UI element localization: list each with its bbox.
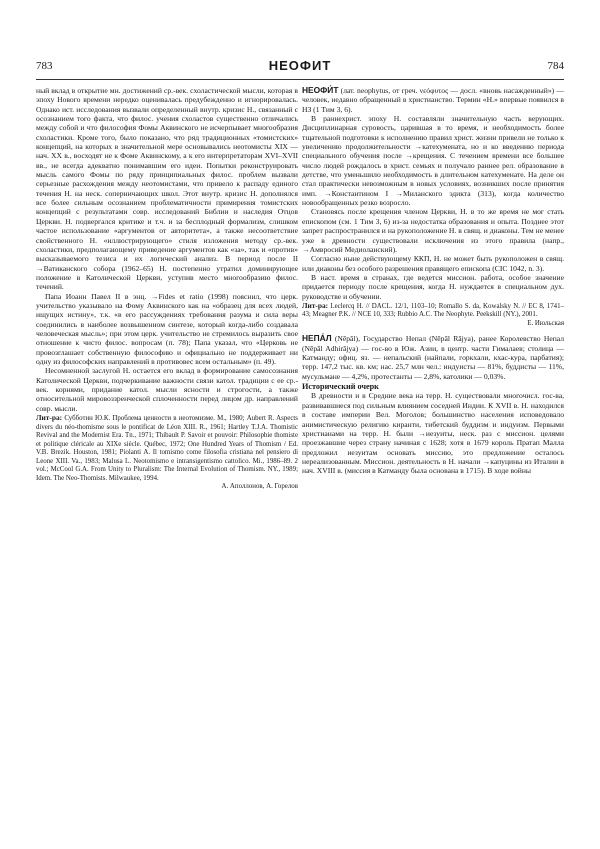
headword-neofit: НЕОФИ́Т <box>302 85 339 95</box>
header-rule <box>36 79 564 80</box>
right-literature-label: Лит-ра: <box>302 300 329 310</box>
page-header <box>36 58 564 78</box>
left-paragraph-2: Папа Иоанн Павел II в энц. →Fides et ratio (1998) пояснил, что церк. учительство указывало на Фому Аквинского как на «образец для всех людей, ищущих истину», т.к. «в его рассуждениях требования разума и сила веры соединились в наиболее возвышенном синтезе, который когда-либо создавала человеческая мысль»; при этом церк. учительство не стремилось выразить свое отношение к чисто филос. вопросам (п. 78); Папа указал, что «Церковь не провозглашает собственную философию и официально не поддерживает ни одну из философских направлений в противовес всем остальным» (п. 49). <box>36 291 298 366</box>
entry-nepal-definition: (Nēpāl), Государство Непал (Nēpāl Rājya), ранее Королевство Непал (Nēpāl Adhirājya) — гос-во в Юж. Азии, в центр. части Гималаев; столица — Катманду; офиц. яз. — непальский (найпали, горкхали, кхас-кура, парбатия); терр. 147,2 тыс. кв. км; нас. 25,7 млн чел.: индуисты — 81%, буддисты — 11%, мусульмане — 4,2%, протестанты — 2,8%, католики — 0,03%. <box>302 334 564 381</box>
entry-neofit-definition: (лат. neophytus, от греч. νεόφυτος — досл. «вновь насажденный») — человек, недавно обращенный в христианство. Термин «Н.» впервые появился в НЗ (1 Тим 3, 6). <box>302 86 564 114</box>
right-literature <box>302 302 564 320</box>
running-head: НЕОФИТ <box>268 58 332 73</box>
page-number-left: 783 <box>36 60 53 72</box>
right-paragraph-5: В наст. время в странах, где ведется миссион. работа, особое значение придается периоду после крещения, когда Н. нуждается в специальном дух. руководстве и обучении. <box>302 272 564 301</box>
page-number-right: 784 <box>547 60 564 72</box>
left-literature-text: Субботин Ю.К. Проблема ценности в неотомизме. М., 1980; Aubert R. Aspects divers du néo-thomisme sous le pontificat de Léon XIII. R., 1961; Hartley T.J.A. Thomistic Revival and the Modernist Era. Tn., 1971; Thibault P. Savoir et pouvoir: Philosophie thomiste et politique cléricale au XIXe siècle. Québec, 1972; One Hundred Years of Thomism / Ed. V.B. Brezik. Houston, 1981; Piolanti A. Il tomismo come filosofia cristiana nel pensiero di Leone XIII. Va., 1983; Malusa L. Neotomismo e intransigentismo cattolico. Mi., 1986–89. 2 vol.; McCool G.A. From Unity to Pluralism: The Internal Evolution of Thomism. NY., 1989; Idem. The Neo-Thomists. Milwaukee, 1994. <box>36 415 298 482</box>
left-column <box>36 86 298 492</box>
right-literature-text: Leclercq H. // DACL. 12/1, 1103–10; Romallo S. da, Kowalsky N. // EC 8, 1741–43; Meagner P.K. // NCE 10, 333; Rubbio A.C. The Neophyte. Peekskill (NY.), 2001. <box>302 302 564 319</box>
right-paragraph-4: Согласно ныне действующему ККП, Н. не может быть рукоположен в свящ. или диаконы без особого разрешения правящего епископа (CIC 1042, n. 3). <box>302 254 564 273</box>
left-paragraph-1: ный вклад в открытие мн. достижений ср.-век. схоластической мысли, которая в эпоху Нового времени нередко оценивалась предубежденно и игнорировалась. Однако ист. исследования вызвали определенный внутр. кризис Н., связанный с осознанием того факта, что филос. учения схоластов существенно отличались между собой и что философия Фомы Аквинского не исчерпывает многообразия схоластики. Кроме того, было показано, что ряд традиционных «томистских» концепций, на которых в значительной мере основывались неотомисты XIX — нач. XX в., восходят не к Фоме Аквинскому, а к его интерпретаторам XVI–XVII вв., не всегда адекватно понимавшим его идеи. Попытки реконструировать мысль самого Фомы по ряду принципиальных филос. проблем вызвали серьезные расхождения между неотомистами, что привело к распаду единого течения Н. на неск. соперничающих школ. Этот внутр. кризис Н. дополнялся все более сильным осознанием проблематичности примирения томистских концепций с результатами совр. исследований Библии и наследия Отцов Церкви. Н. подвергался критике и т.ч. и за бесплодный формализм, слишком частое использование «аргументов от авторитета», а также несоответствие свойственного Н. «иллюстрирующего» стиля изложения методу ср.-век. схоластики, предполагающему приведение аргументов как «за», так и «против» высказываемого тезиса и их логический анализ. В период после II →Ватиканского собора (1962–65) Н. постепенно утратил доминирующее положение в Католической Церкви, уступив место многообразию филос. течений. <box>36 86 298 292</box>
headword-nepal: НЕПА́Л <box>302 333 332 344</box>
right-column <box>302 86 564 476</box>
left-signature: А. Аполлонов, А. Горелов <box>221 483 298 491</box>
section-heading: Исторический очерк <box>302 382 379 392</box>
entry-nepal <box>302 334 564 381</box>
right-paragraph-history: В древности и в Средние века на терр. Н. существовали многочисл. гос-ва, развивавшиеся под сильным влиянием соседней Индии. К XVII в. Н. находился в составе империи Вел. Моголов; большинство населения исповедовало анимистическую религию киранти, тибетский буддизм и индуизм. Первыми христианами на терр. Н. были →иезуиты, неск. раз с миссион. целями проезжавшие через страну начиная с 1628; хотя в 1679 король Пратап Малла предложил иезуитам основать миссию, это предложение осталось нереализованным. Миссион. деятельность в Н. начали →капуцины из Италии в нач. XVIII в. (миссия в Катманду была основана в 1715). В ходе войны <box>302 391 564 476</box>
entry-neofit <box>302 86 564 114</box>
left-literature <box>36 414 298 483</box>
right-paragraph-2: В раннехрист. эпоху Н. составляли значительную часть верующих. Дисциплинарная суровость, царившая в то время, и необходимость более тщательной подготовки к исполнению правил христ. жизни привели не только к увеличению продолжительности →катехумената, но и ко введению периода специального обучения после →крещения. С течением времени все большее число людей рождалось в христ. семьях и получало раннее рел. образование в детстве, что уменьшило необходимость в длительном катехуменате. На деле он стал практически невозможным в новых условиях, возникших после принятия имп. →Константином I →Миланского эдикта (313), когда количество новообращенных резко возросло. <box>302 114 564 208</box>
right-signature: Е. Июльская <box>527 319 564 327</box>
left-paragraph-3: Несомненной заслугой Н. остается его вклад в формирование самосознания Католической Церкви, подчеркивание важности связи катол. традиции с ее ср.-век. корнями, придание катол. мысли ясности и строгости, а также относительной мировоззренческой сплоченности перед лицом др. направлений совр. мысли. <box>36 366 298 413</box>
left-literature-label: Лит-ра: <box>36 413 63 423</box>
right-paragraph-3: Становясь после крещения членом Церкви, Н. в то же время не мог стать епископом (см. 1 Тим 3, 6) из-за недостатка образования и опыта. Позднее этот запрет распространился и на рукоположение Н. в свящ. и диаконы. Тем не менее уже в древности существовали исключения из этого правила (напр., →Амвросий Медиоланский). <box>302 207 564 254</box>
